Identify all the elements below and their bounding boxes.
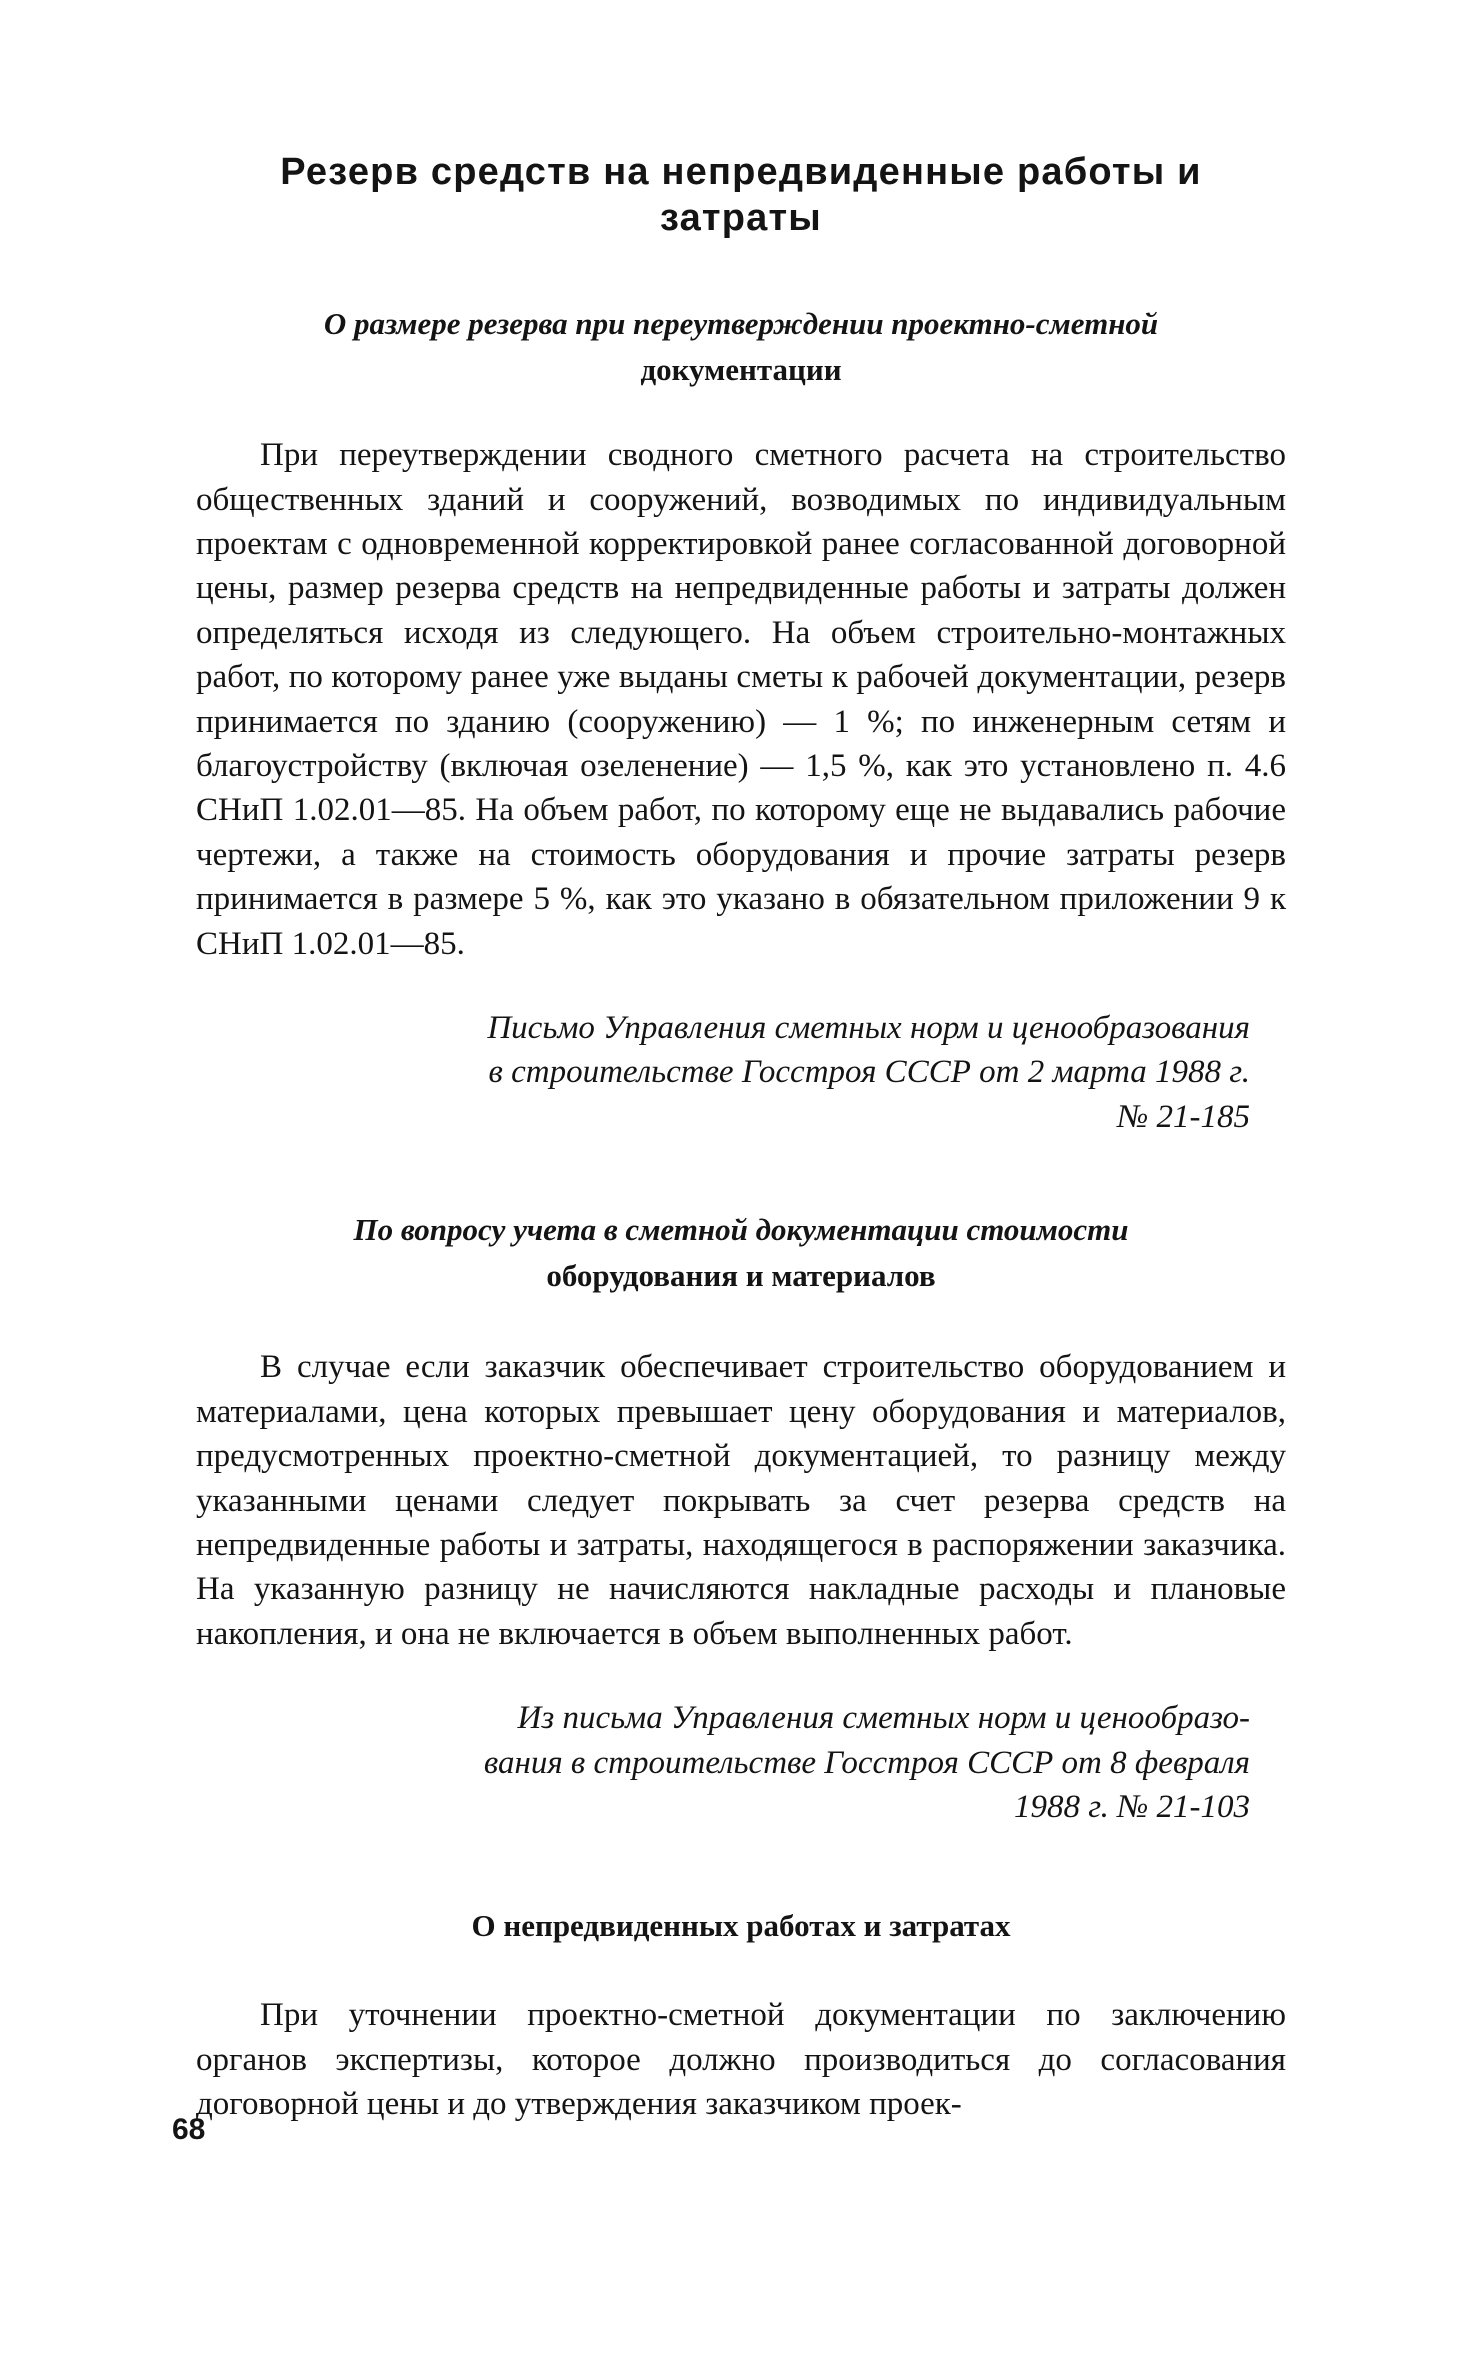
section-paragraph: При переутверждении сводного сметного расчета на строительство общественных зданий и сооружений, возводимых по индивидуальным проектам с одновременной корректировкой ранее согласованной договорной цены, размер резерва средств на непредвиденные работы и затраты должен определяться исходя из следующего. На объем строительно-монтажных работ, по которому ранее уже выданы сметы к рабочей документации, резерв принимается по зданию (сооружению) — 1 %; по инженерным сетям и благоустройству (включая озеленение) — 1,5 %, как это установлено п. 4.6 СНиП 1.02.01—85. На объем работ, по которому еще не выдавались рабочие чертежи, а также на стоимость оборудования и прочие затраты резерв принимается в размере 5 %, как это указано в обязательном приложении 9 к СНиП 1.02.01—85. bbox=[196, 437, 1286, 962]
source-line: вания в строительстве Госстроя СССР от 8 февраля bbox=[483, 1744, 1250, 1781]
section-paragraph: При уточнении проектно-сметной документации по заключению органов экспертизы, которое должно производиться до согласования договорной цены и до утверждения заказчиком проек- bbox=[196, 1997, 1286, 2123]
source-citation bbox=[196, 1006, 1286, 1139]
source-line: Из письма Управления сметных норм и ценообразо- bbox=[517, 1700, 1250, 1737]
section-paragraph: В случае если заказчик обеспечивает строительство оборудованием и материалами, цена которых превышает цену оборудования и материалов, предусмотренных проектно-сметной документацией, то разницу между указанными ценами следует покрывать за счет резерва средств на непредвиденные работы и затраты, находящегося в распоряжении заказчика. На указанную разницу не начисляются накладные расходы и плановые накопления, и она не включается в объем выполненных работ. bbox=[196, 1349, 1286, 1652]
section-heading bbox=[196, 301, 1286, 393]
section-heading bbox=[196, 1903, 1286, 1949]
section-heading-line: По вопросу учета в сметной документации стоимости bbox=[353, 1212, 1129, 1248]
section-heading-line: О непредвиденных работах и затратах bbox=[471, 1908, 1011, 1944]
source-line: Письмо Управления сметных норм и ценообразования bbox=[487, 1010, 1250, 1047]
section-heading-line: документации bbox=[640, 352, 842, 388]
section-heading-line: оборудования и материалов bbox=[546, 1258, 936, 1294]
page-title: Резерв средств на непредвиденные работы и затраты bbox=[280, 151, 1202, 239]
source-line: в строительстве Госстроя СССР от 2 марта 1988 г. bbox=[488, 1054, 1250, 1091]
section-heading-line: О размере резерва при переутверждении проектно-сметной bbox=[323, 306, 1159, 342]
source-line: № 21-185 bbox=[1117, 1098, 1250, 1135]
source-line: 1988 г. № 21-103 bbox=[1013, 1788, 1250, 1825]
source-citation bbox=[196, 1696, 1286, 1829]
section-heading bbox=[196, 1207, 1286, 1299]
document-page bbox=[196, 150, 1286, 2127]
page-number: 68 bbox=[172, 2113, 206, 2146]
